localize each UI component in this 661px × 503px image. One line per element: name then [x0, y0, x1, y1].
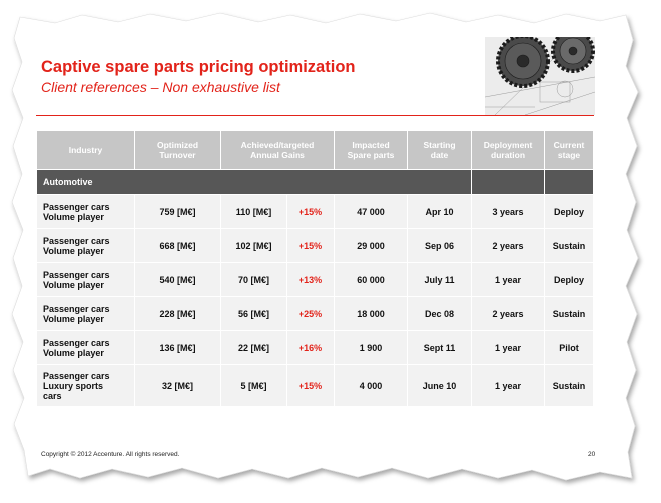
cell-industry: Passenger cars Volume player — [37, 229, 135, 263]
cell-turnover: 32 [M€] — [135, 365, 221, 407]
cell-stage: Deploy — [545, 263, 594, 297]
cell-industry: Passenger cars Volume player — [37, 297, 135, 331]
cell-start-date: Dec 08 — [408, 297, 472, 331]
cell-start-date: June 10 — [408, 365, 472, 407]
section-spacer-cell — [545, 170, 594, 195]
section-spacer-cell — [472, 170, 545, 195]
header-optimized-turnover: Optimized Turnover — [135, 131, 221, 170]
header-current-stage: Current stage — [545, 131, 594, 170]
header-impacted-spare-parts: Impacted Spare parts — [335, 131, 408, 170]
cell-duration: 2 years — [472, 229, 545, 263]
title-divider — [36, 115, 594, 116]
cell-start-date: July 11 — [408, 263, 472, 297]
cell-gain-percent: +13% — [287, 263, 335, 297]
page-number: 20 — [588, 451, 596, 458]
cell-industry: Passenger cars Volume player — [37, 263, 135, 297]
cell-gain-value: 22 [M€] — [221, 331, 287, 365]
cell-stage: Sustain — [545, 297, 594, 331]
cell-duration: 1 year — [472, 331, 545, 365]
cell-gain-percent: +15% — [287, 195, 335, 229]
cell-duration: 2 years — [472, 297, 545, 331]
table-header-row — [37, 131, 594, 170]
table-row — [37, 331, 594, 365]
section-label: Automotive — [37, 170, 472, 195]
cell-gain-percent: +15% — [287, 229, 335, 263]
cell-gain-value: 5 [M€] — [221, 365, 287, 407]
header-starting-date: Starting date — [408, 131, 472, 170]
cell-duration: 1 year — [472, 365, 545, 407]
table-row — [37, 365, 594, 407]
cell-gain-percent: +15% — [287, 365, 335, 407]
cell-stage: Deploy — [545, 195, 594, 229]
cell-spare-parts: 18 000 — [335, 297, 408, 331]
cell-turnover: 228 [M€] — [135, 297, 221, 331]
cell-turnover: 136 [M€] — [135, 331, 221, 365]
header-annual-gains: Achieved/targeted Annual Gains — [221, 131, 335, 170]
cell-duration: 3 years — [472, 195, 545, 229]
footer-copyright: Copyright © 2012 Accenture. All rights reserved. — [41, 451, 180, 458]
cell-gain-value: 56 [M€] — [221, 297, 287, 331]
cell-industry: Passenger cars Volume player — [37, 331, 135, 365]
cell-start-date: Apr 10 — [408, 195, 472, 229]
header-industry: Industry — [37, 131, 135, 170]
cell-industry: Passenger cars Volume player — [37, 195, 135, 229]
table-row — [37, 229, 594, 263]
client-references-table — [36, 130, 594, 407]
header-deployment-duration: Deployment duration — [472, 131, 545, 170]
cell-turnover: 759 [M€] — [135, 195, 221, 229]
cell-stage: Pilot — [545, 331, 594, 365]
cell-spare-parts: 4 000 — [335, 365, 408, 407]
cell-gain-percent: +16% — [287, 331, 335, 365]
cell-spare-parts: 29 000 — [335, 229, 408, 263]
cell-gain-value: 110 [M€] — [221, 195, 287, 229]
cell-turnover: 668 [M€] — [135, 229, 221, 263]
cell-gain-value: 102 [M€] — [221, 229, 287, 263]
table-row — [37, 195, 594, 229]
cell-start-date: Sep 06 — [408, 229, 472, 263]
cell-gain-value: 70 [M€] — [221, 263, 287, 297]
cell-start-date: Sept 11 — [408, 331, 472, 365]
cell-spare-parts: 60 000 — [335, 263, 408, 297]
cell-gain-percent: +25% — [287, 297, 335, 331]
table-row — [37, 297, 594, 331]
slide-subtitle: Client references – Non exhaustive list — [41, 79, 280, 95]
slide-title: Captive spare parts pricing optimization — [41, 58, 356, 76]
cell-industry: Passenger cars Luxury sports cars — [37, 365, 135, 407]
gear-engineering-drawing-image — [485, 37, 595, 115]
cell-spare-parts: 47 000 — [335, 195, 408, 229]
table-row — [37, 263, 594, 297]
cell-spare-parts: 1 900 — [335, 331, 408, 365]
cell-turnover: 540 [M€] — [135, 263, 221, 297]
section-row-automotive — [37, 170, 594, 195]
cell-duration: 1 year — [472, 263, 545, 297]
cell-stage: Sustain — [545, 365, 594, 407]
cell-stage: Sustain — [545, 229, 594, 263]
